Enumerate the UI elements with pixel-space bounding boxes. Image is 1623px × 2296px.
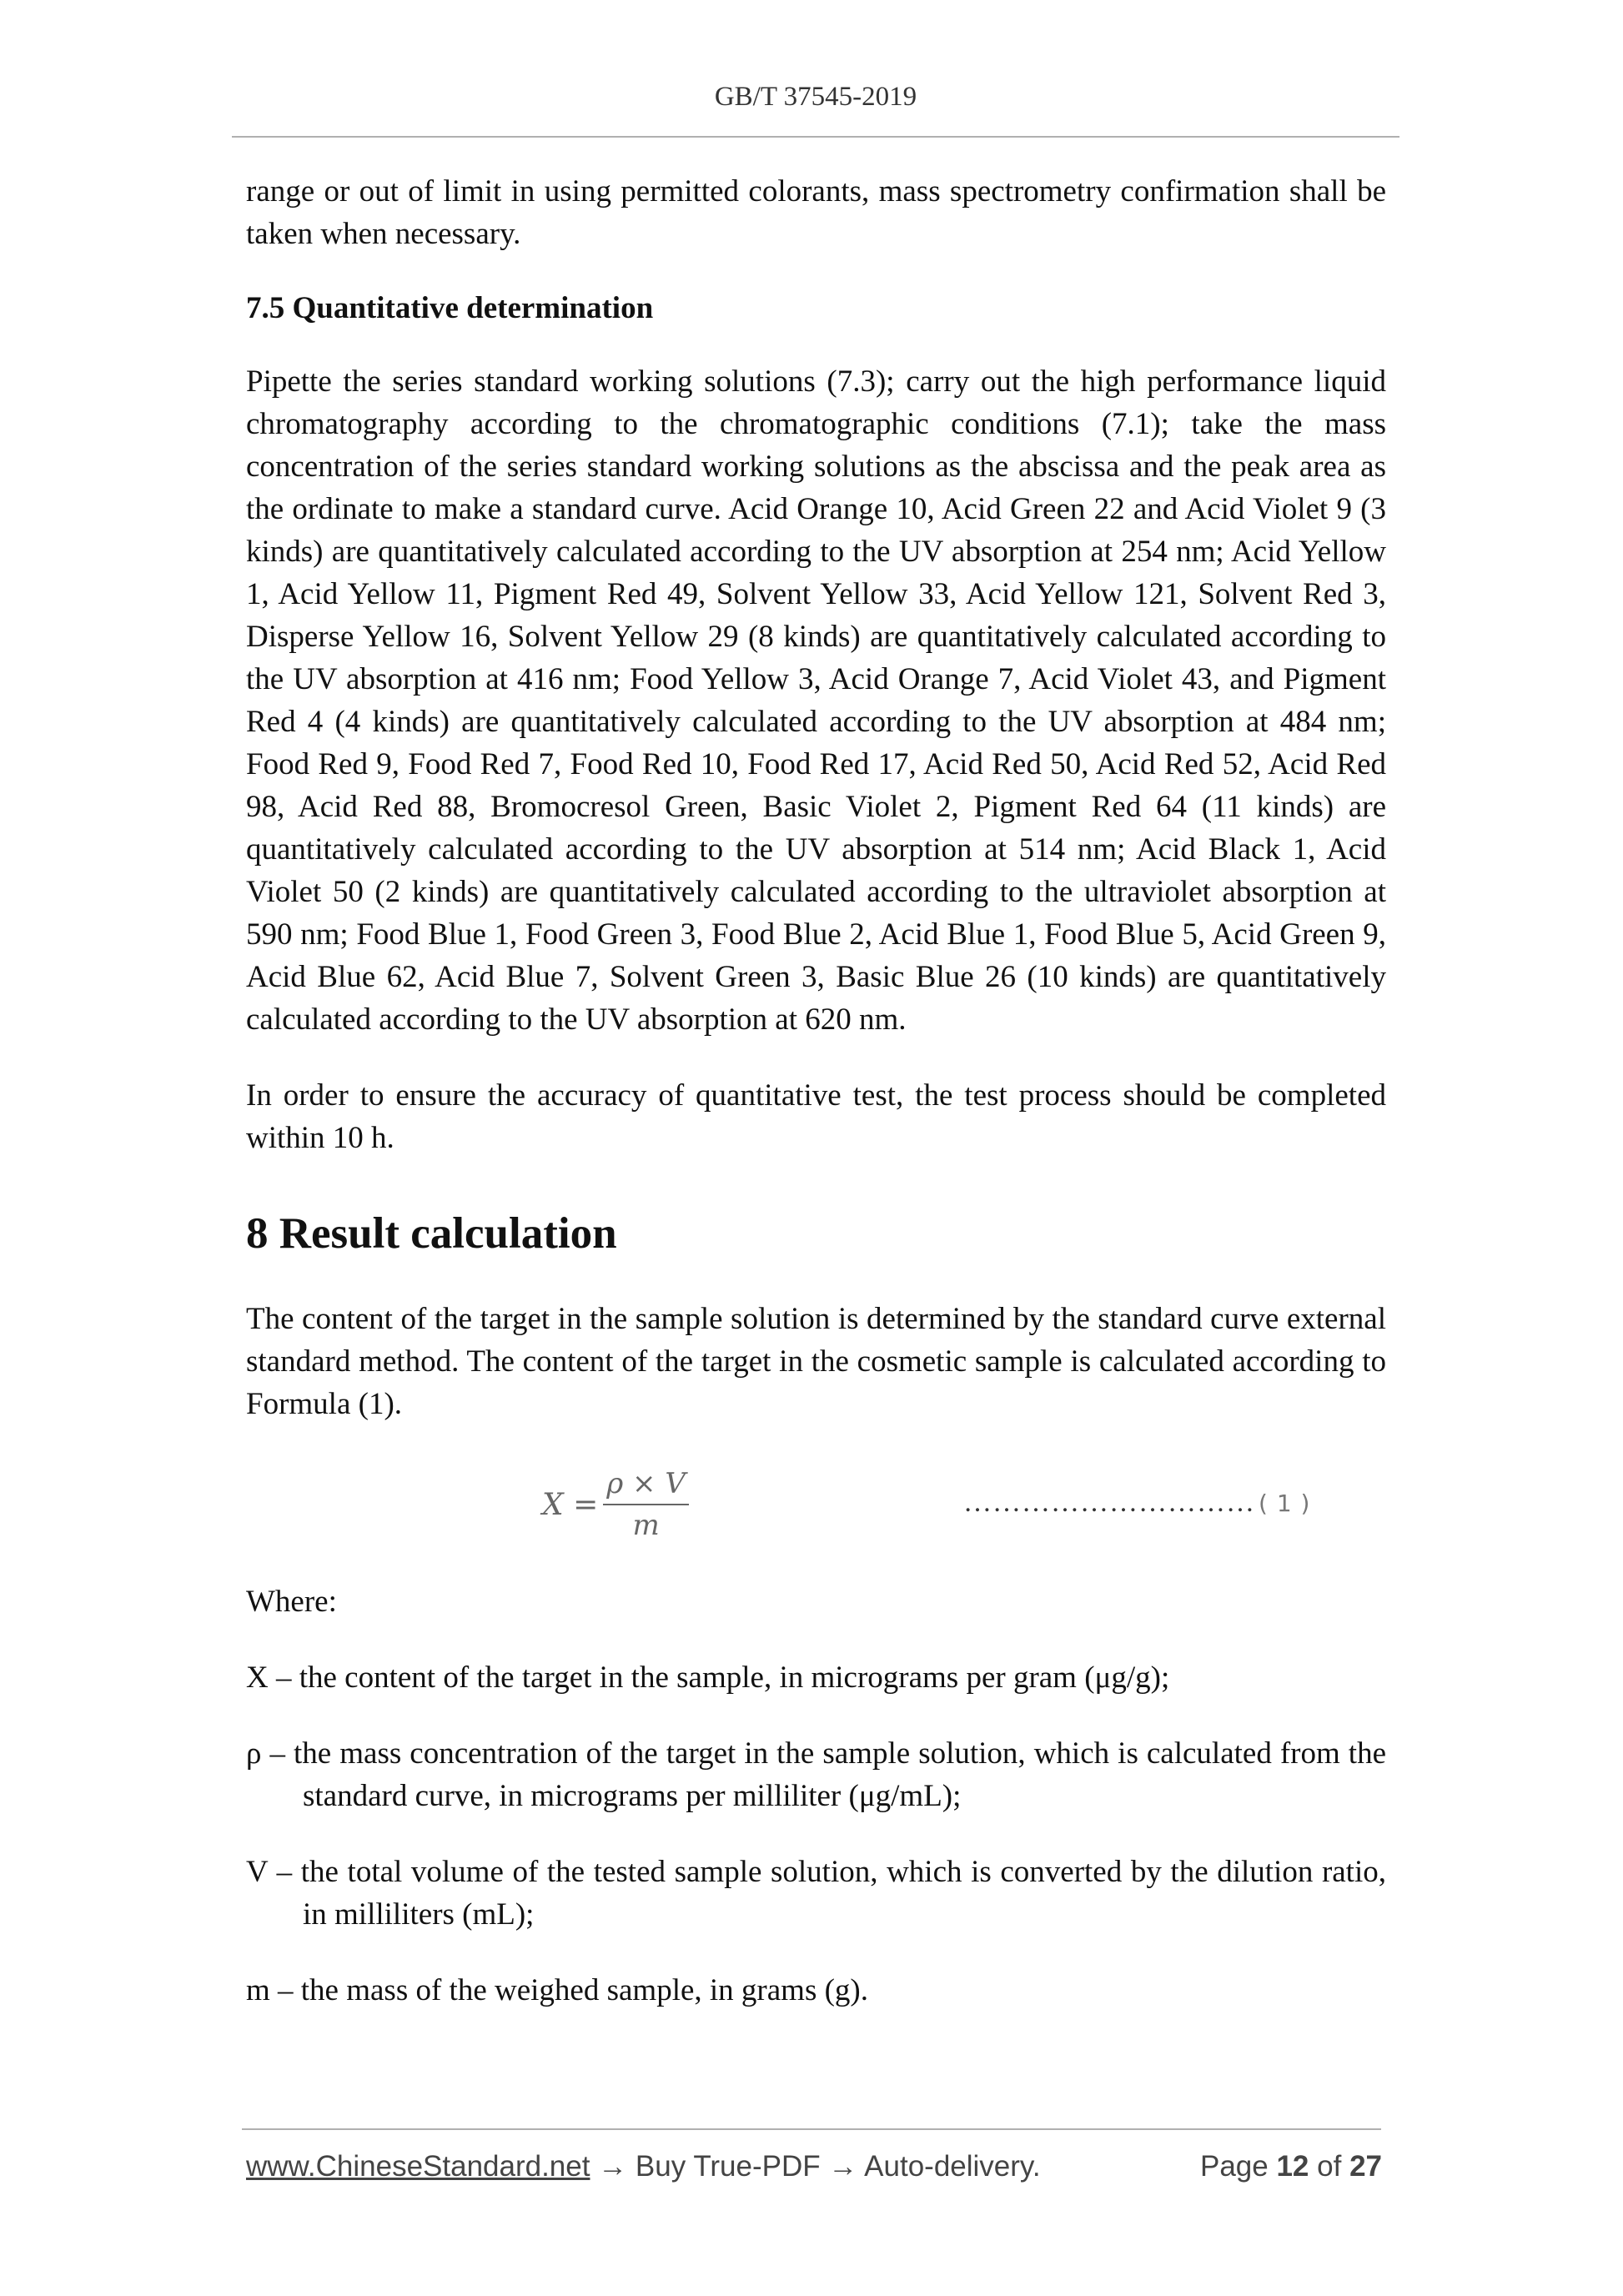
definition-v: V – the total volume of the tested sample solution, which is converted by the dilution ratio, in milliliters (mL); — [246, 1855, 1386, 1932]
definition-x: X – the content of the target in the sample, in micrograms per gram (μg/g); — [246, 1660, 1170, 1695]
footer-promo-text: → Buy True-PDF → Auto-delivery. — [590, 2150, 1041, 2183]
formula-1 — [246, 1459, 1386, 1550]
quantitative-paragraph: Pipette the series standard working solutions (7.3); carry out the high performance liquid chromatography according to the chromatographic conditions (7.1); take the mass concentration of the series standard working solutions as the abscissa and the peak area as the ordinate to make a standard curve. Acid Orange 10, Acid Green 22 and Acid Violet 9 (3 kinds) are quantitatively calculated according to the UV absorption at 254 nm; Acid Yellow 1, Acid Yellow 11, Pigment Red 49, Solvent Yellow 33, Acid Yellow 121, Solvent Red 3, Disperse Yellow 16, Solvent Yellow 29 (8 kinds) are quantitatively calculated according to the UV absorption at 416 nm; Food Yellow 3, Acid Orange 7, Acid Violet 43, and Pigment Red 4 (4 kinds) are quantitatively calculated according to the UV absorption at 484 nm; Food Red 9, Food Red 7, Food Red 10, Food Red 17, Acid Red 50, Acid Red 52, Acid Red 98, Acid Red 88, Bromocresol Green, Basic Violet 2, Pigment Red 64 (11 kinds) are quantitatively calculated according to the UV absorption at 514 nm; Acid Black 1, Acid Violet 50 (2 kinds) are quantitatively calculated according to the ultraviolet absorption at 590 nm; Food Blue 1, Food Green 3, Food Blue 2, Acid Blue 1, Food Blue 5, Acid Green 9, Acid Blue 62, Acid Blue 7, Solvent Green 3, Basic Blue 26 (10 kinds) are quantitatively calculated according to the UV absorption at 620 nm. — [246, 364, 1386, 1037]
formula-numerator: ρ × V — [603, 1467, 689, 1505]
definition-rho: ρ – the mass concentration of the target in the sample solution, which is calculated from the standard curve, in micrograms per milliliter (μg/mL); — [246, 1736, 1386, 1813]
formula-number-label — [963, 1487, 1310, 1519]
formula-number: ( 1 ) — [1259, 1490, 1311, 1517]
page-label: Page — [1199, 2150, 1269, 2183]
formula-denominator: m — [632, 1509, 660, 1542]
where-label: Where: — [246, 1585, 337, 1619]
page-indicator — [1200, 2150, 1382, 2183]
document-id-header: GB/T 37545-2019 — [714, 82, 917, 112]
footer-promo — [246, 2150, 1041, 2183]
website-link[interactable]: www.ChineseStandard.net — [246, 2150, 590, 2183]
intro-paragraph: range or out of limit in using permitted colorants, mass spectrometry confirmation shall be taken when necessary. — [246, 174, 1386, 251]
page-total: 27 — [1349, 2150, 1382, 2183]
accuracy-paragraph: In order to ensure the accuracy of quantitative test, the test process should be completed within 10 h. — [246, 1078, 1386, 1155]
definition-m: m – the mass of the weighed sample, in grams (g). — [246, 1973, 868, 2007]
formula-expression — [542, 1459, 689, 1550]
footer-divider — [242, 2128, 1381, 2130]
section-8-heading: 8 Result calculation — [246, 1209, 617, 1258]
page-of-label: of — [1317, 2150, 1342, 2183]
formula-fraction — [603, 1467, 689, 1542]
section-7-5-heading: 7.5 Quantitative determination — [246, 291, 654, 325]
header-divider — [232, 136, 1399, 138]
formula-leader-dots: ………………………… — [963, 1487, 1255, 1518]
page-current: 12 — [1276, 2150, 1309, 2183]
formula-lhs: X = — [542, 1487, 599, 1522]
result-paragraph: The content of the target in the sample solution is determined by the standard curve external standard method. The content of the target in the cosmetic sample is calculated according to Formula (1). — [246, 1302, 1386, 1421]
page-content — [246, 170, 1386, 2045]
